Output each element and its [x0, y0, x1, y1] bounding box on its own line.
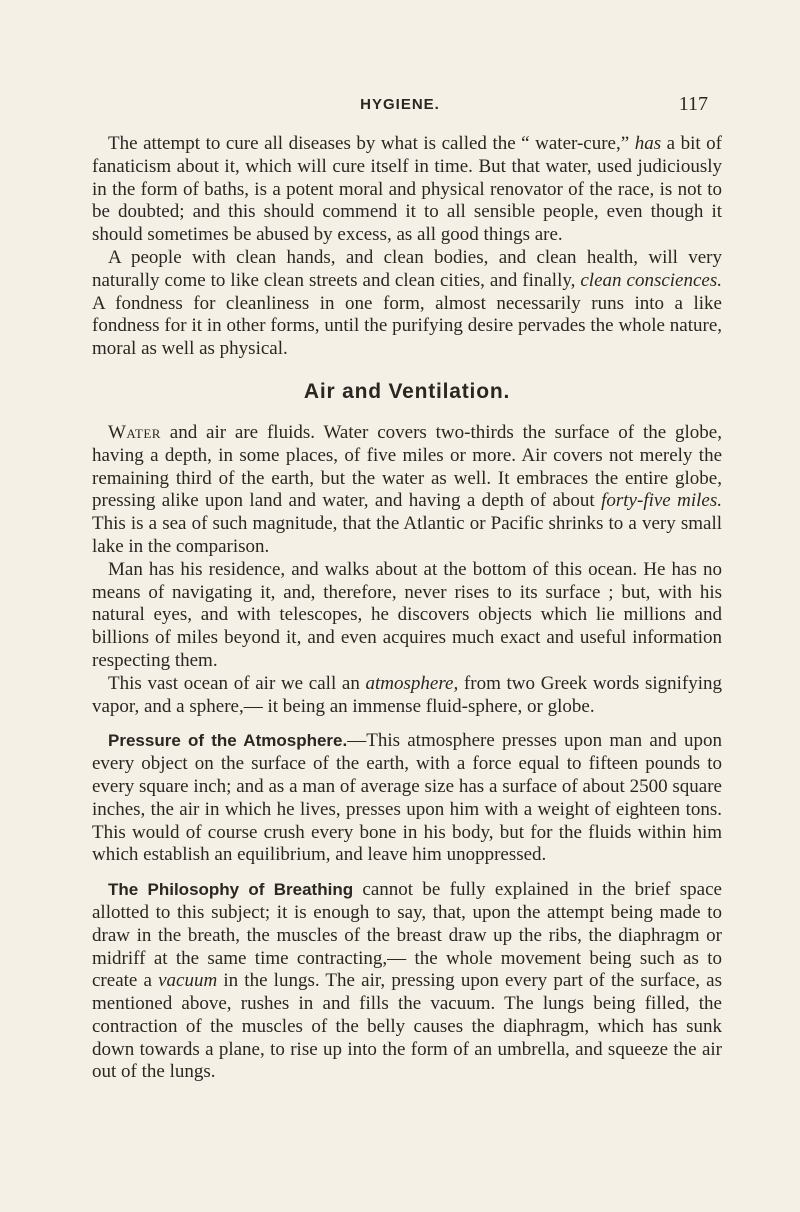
paragraph-gap — [92, 718, 722, 730]
paragraph-text: A fondness for cleanliness in one form, almost necessarily runs into a like fondness for it in other forms, until the purifying desire pervades the whole nature, moral as well as physical. — [92, 292, 722, 360]
running-head-title: HYGIENE. — [360, 96, 440, 113]
text-block — [92, 133, 722, 1084]
paragraph-text: A people with clean hands, and clean bodies, and clean health, will very naturally come to like clean streets and clean cities, and finally, — [92, 246, 722, 291]
paragraph-text: This vast ocean of air we call an — [108, 672, 366, 694]
section-heading: Air and Ventilation. — [303, 379, 511, 403]
run-in-heading: Pressure of the Atmosphere. — [108, 731, 348, 751]
page-number: 117 — [678, 93, 708, 115]
paragraph-text: from two Greek words signifying vapor, and a sphere,— it being an immense fluid-sphere, or globe. — [92, 672, 722, 717]
paragraph-clean-people — [92, 247, 722, 361]
italic-text: clean consciences. — [580, 269, 722, 291]
lead-word: Water — [108, 421, 161, 443]
paragraph-text: cannot be fully explained in the brief space allotted to this subject; it is enough to say, that, upon the attempt being made to draw in the breath, the muscles of the breast draw up the ribs, the diaphragm or midriff at the same time contracting,— the whole movement being such as to create a — [92, 879, 722, 992]
paragraph-text: This is a sea of such magnitude, that the Atlantic or Pacific shrinks to a very small lake in the comparison. — [92, 513, 722, 557]
paragraph-gap — [92, 867, 722, 879]
paragraph-text: and air are fluids. Water covers two-thirds the surface of the globe, having a depth, in some places, of five miles or more. Air covers not merely the remaining third of the earth, but the water as well. It embraces the entire globe, pressing alike upon land and water, and having a depth of about — [92, 421, 722, 512]
italic-text: forty-five miles. — [601, 490, 722, 512]
paragraph-text: a bit of fanaticism about it, which will cure itself in time. But that water, used judiciously in the form of baths, is a potent moral and physical renovator of the race, is not to be doubted; and this should commend it to all sensible people, even though it should sometimes be abused by excess, as all good things are. — [92, 133, 722, 246]
italic-text: has — [634, 133, 662, 154]
running-head — [0, 93, 800, 117]
italic-text: atmosphere, — [365, 672, 459, 694]
paragraph-pressure — [92, 730, 722, 867]
paragraph-text: in the lungs. The air, pressing upon every part of the surface, as mentioned above, rushes in and fills the vacuum. The lungs being filled, the contraction of the muscles of the belly causes the diaphragm, which has sunk down towards a plane, to rise up into the form of an umbrella, and squeeze the air out of the lungs. — [92, 970, 722, 1083]
paragraph-water-and-air — [92, 422, 722, 559]
paragraph-water-cure — [92, 133, 722, 247]
paragraph-breathing — [92, 879, 722, 1084]
paragraph-man-residence: Man has his residence, and walks about at the bottom of this ocean. He has no means of navigating it, and, therefore, never rises to its surface ; but, with his natural eyes, and with telescopes, he discovers objects which lie millions and billions of miles beyond it, and even acquires much exact and useful information respecting them. — [92, 558, 722, 671]
paragraph-text: The attempt to cure all diseases by what is called the “ water-cure,” — [108, 133, 635, 154]
paragraph-atmosphere-etymology — [92, 673, 722, 719]
italic-text: vacuum — [158, 970, 218, 992]
run-in-heading: The Philosophy of Breathing — [108, 880, 354, 900]
paragraph-text: —This atmosphere presses upon man and upon every object on the surface of the earth, with a force equal to fifteen pounds to every square inch; and as a man of average size has a surface of about 2500 square inches, the air in which he lives, presses upon him with a weight of eighteen tons. This would of course crush every bone in his body, but for the fluids within him which establish an equilibrium, and leave him unoppressed. — [92, 730, 722, 866]
